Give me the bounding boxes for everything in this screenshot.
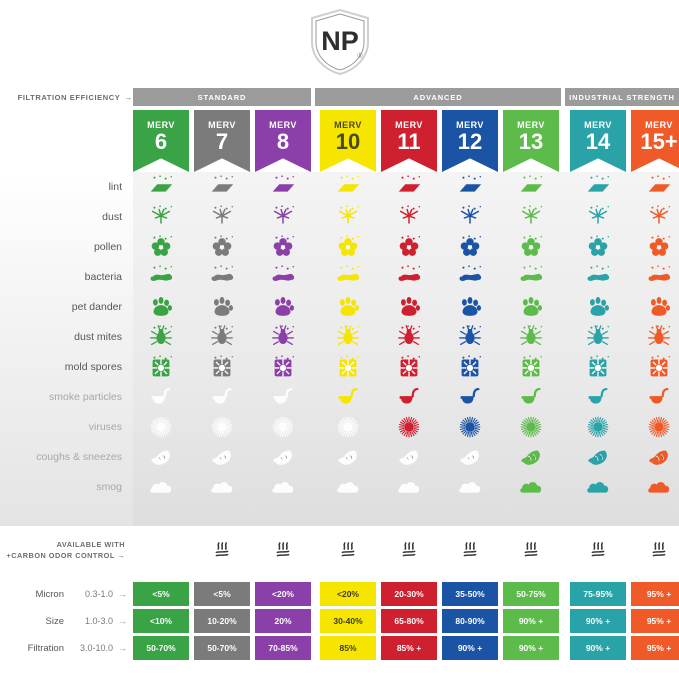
merv-flag-11[interactable] bbox=[381, 110, 437, 172]
merv-number: 14 bbox=[585, 129, 611, 154]
carbon-cell-merv-12 bbox=[442, 530, 498, 570]
cell-viruses-merv-12 bbox=[442, 412, 498, 442]
row-label-dust: dust bbox=[102, 211, 122, 223]
efficiency-value-micron-merv-6: <5% bbox=[133, 582, 189, 606]
merv-number: 12 bbox=[457, 129, 483, 154]
row-label-pet-dander: pet dander bbox=[71, 301, 122, 313]
cell-viruses-merv-8 bbox=[255, 412, 311, 442]
efficiency-value-size-merv-12: 80-90% bbox=[442, 609, 498, 633]
cell-viruses-merv-10 bbox=[320, 412, 376, 442]
cell-lint-merv-10 bbox=[320, 172, 376, 202]
carbon-label-line1: AVAILABLE WITH bbox=[56, 540, 125, 549]
cell-smog-merv-14 bbox=[570, 472, 626, 502]
efficiency-value-micron-merv-11: 20-30% bbox=[381, 582, 437, 606]
row-label-pollen: pollen bbox=[93, 241, 122, 253]
cell-viruses-merv-15+ bbox=[631, 412, 679, 442]
efficiency-row-label: Micron bbox=[35, 588, 64, 600]
efficiency-value-filtration-merv-15+: 95% + bbox=[631, 636, 679, 660]
merv-word: MERV bbox=[208, 120, 236, 130]
cell-smog-merv-12 bbox=[442, 472, 498, 502]
efficiency-value-size-merv-11: 65-80% bbox=[381, 609, 437, 633]
cell-pet-dander-merv-10 bbox=[320, 292, 376, 322]
efficiency-row-range bbox=[72, 609, 133, 633]
cell-dust-merv-10 bbox=[320, 202, 376, 232]
cell-dust-merv-12 bbox=[442, 202, 498, 232]
arrow-icon: → bbox=[118, 643, 127, 653]
matrix-row bbox=[133, 232, 679, 262]
carbon-cell-merv-6 bbox=[133, 530, 189, 570]
cell-dust-merv-14 bbox=[570, 202, 626, 232]
cell-dust-merv-11 bbox=[381, 202, 437, 232]
matrix-row bbox=[133, 322, 679, 352]
matrix-row bbox=[133, 412, 679, 442]
cell-dust-mites-merv-13 bbox=[503, 322, 559, 352]
merv-word: MERV bbox=[517, 120, 545, 130]
efficiency-row-range bbox=[72, 582, 133, 606]
cell-mold-spores-merv-13 bbox=[503, 352, 559, 382]
merv-number: 6 bbox=[154, 129, 168, 154]
carbon-odor-row bbox=[0, 530, 679, 570]
svg-text:NP: NP bbox=[320, 26, 359, 56]
cell-mold-spores-merv-6 bbox=[133, 352, 189, 382]
filtration-efficiency-label bbox=[0, 88, 133, 106]
efficiency-value-size-merv-13: 90% + bbox=[503, 609, 559, 633]
merv-number: 13 bbox=[518, 129, 544, 154]
range-text: 0.3-1.0 bbox=[84, 589, 113, 599]
cell-smoke-particles-merv-15+ bbox=[631, 382, 679, 412]
cell-dust-mites-merv-14 bbox=[570, 322, 626, 352]
matrix-row bbox=[133, 352, 679, 382]
cell-pollen-merv-7 bbox=[194, 232, 250, 262]
efficiency-value-filtration-merv-8: 70-85% bbox=[255, 636, 311, 660]
merv-word: MERV bbox=[395, 120, 423, 130]
cell-pollen-merv-13 bbox=[503, 232, 559, 262]
cell-smog-merv-7 bbox=[194, 472, 250, 502]
efficiency-value-micron-merv-14: 75-95% bbox=[570, 582, 626, 606]
cell-smog-merv-13 bbox=[503, 472, 559, 502]
band-standard: STANDARD bbox=[133, 88, 311, 106]
cell-lint-merv-14 bbox=[570, 172, 626, 202]
cell-pet-dander-merv-15+ bbox=[631, 292, 679, 322]
merv-flag-row bbox=[133, 110, 679, 172]
cell-coughs-sneezes-merv-15+ bbox=[631, 442, 679, 472]
cell-dust-mites-merv-7 bbox=[194, 322, 250, 352]
row-label-lint: lint bbox=[108, 181, 122, 193]
efficiency-row-range bbox=[72, 636, 133, 660]
cell-smoke-particles-merv-13 bbox=[503, 382, 559, 412]
cell-dust-mites-merv-11 bbox=[381, 322, 437, 352]
efficiency-value-size-merv-8: 20% bbox=[255, 609, 311, 633]
cell-viruses-merv-6 bbox=[133, 412, 189, 442]
cell-bacteria-merv-6 bbox=[133, 262, 189, 292]
arrow-icon: → bbox=[118, 616, 127, 626]
cell-mold-spores-merv-14 bbox=[570, 352, 626, 382]
cell-bacteria-merv-13 bbox=[503, 262, 559, 292]
merv-word: MERV bbox=[584, 120, 612, 130]
cell-smoke-particles-merv-12 bbox=[442, 382, 498, 412]
merv-flag-7[interactable] bbox=[194, 110, 250, 172]
merv-number: 10 bbox=[335, 129, 361, 154]
merv-number: 8 bbox=[276, 129, 290, 154]
merv-flag-8[interactable] bbox=[255, 110, 311, 172]
cell-lint-merv-15+ bbox=[631, 172, 679, 202]
efficiency-value-micron-merv-8: <20% bbox=[255, 582, 311, 606]
merv-number: 7 bbox=[215, 129, 229, 154]
efficiency-row-size bbox=[0, 609, 679, 633]
cell-coughs-sneezes-merv-14 bbox=[570, 442, 626, 472]
cell-dust-merv-15+ bbox=[631, 202, 679, 232]
merv-word: MERV bbox=[456, 120, 484, 130]
cell-pollen-merv-8 bbox=[255, 232, 311, 262]
merv-flag-13[interactable] bbox=[503, 110, 559, 172]
merv-flag-10[interactable] bbox=[320, 110, 376, 172]
efficiency-value-size-merv-15+: 95% + bbox=[631, 609, 679, 633]
cell-mold-spores-merv-11 bbox=[381, 352, 437, 382]
cell-mold-spores-merv-15+ bbox=[631, 352, 679, 382]
cell-dust-mites-merv-12 bbox=[442, 322, 498, 352]
cell-coughs-sneezes-merv-11 bbox=[381, 442, 437, 472]
category-bands bbox=[133, 88, 679, 106]
efficiency-value-size-merv-7: 10-20% bbox=[194, 609, 250, 633]
arrow-icon: → bbox=[124, 92, 133, 102]
cell-viruses-merv-14 bbox=[570, 412, 626, 442]
carbon-cell-merv-13 bbox=[503, 530, 559, 570]
cell-lint-merv-8 bbox=[255, 172, 311, 202]
band-industrial: INDUSTRIAL STRENGTH bbox=[565, 88, 679, 106]
efficiency-row-label: Filtration bbox=[27, 642, 64, 654]
particle-matrix bbox=[133, 172, 679, 502]
efficiency-value-filtration-merv-13: 90% + bbox=[503, 636, 559, 660]
cell-pet-dander-merv-11 bbox=[381, 292, 437, 322]
cell-pet-dander-merv-12 bbox=[442, 292, 498, 322]
cell-bacteria-merv-10 bbox=[320, 262, 376, 292]
cell-pollen-merv-12 bbox=[442, 232, 498, 262]
cell-coughs-sneezes-merv-6 bbox=[133, 442, 189, 472]
cell-pet-dander-merv-7 bbox=[194, 292, 250, 322]
cell-mold-spores-merv-12 bbox=[442, 352, 498, 382]
cell-dust-merv-7 bbox=[194, 202, 250, 232]
efficiency-value-micron-merv-7: <5% bbox=[194, 582, 250, 606]
cell-dust-mites-merv-6 bbox=[133, 322, 189, 352]
carbon-odor-label bbox=[0, 530, 133, 570]
matrix-row bbox=[133, 472, 679, 502]
efficiency-value-size-merv-6: <10% bbox=[133, 609, 189, 633]
row-label-smoke-particles: smoke particles bbox=[49, 391, 122, 403]
cell-viruses-merv-7 bbox=[194, 412, 250, 442]
cell-dust-merv-6 bbox=[133, 202, 189, 232]
band-advanced: ADVANCED bbox=[315, 88, 561, 106]
efficiency-value-micron-merv-15+: 95% + bbox=[631, 582, 679, 606]
cell-mold-spores-merv-8 bbox=[255, 352, 311, 382]
cell-smoke-particles-merv-8 bbox=[255, 382, 311, 412]
cell-viruses-merv-13 bbox=[503, 412, 559, 442]
cell-lint-merv-12 bbox=[442, 172, 498, 202]
efficiency-value-size-merv-14: 90% + bbox=[570, 609, 626, 633]
cell-coughs-sneezes-merv-13 bbox=[503, 442, 559, 472]
matrix-row bbox=[133, 172, 679, 202]
cell-smoke-particles-merv-11 bbox=[381, 382, 437, 412]
carbon-cell-merv-7 bbox=[194, 530, 250, 570]
row-label-column bbox=[0, 172, 133, 502]
carbon-cell-merv-10 bbox=[320, 530, 376, 570]
cell-pollen-merv-14 bbox=[570, 232, 626, 262]
matrix-row bbox=[133, 292, 679, 322]
cell-lint-merv-7 bbox=[194, 172, 250, 202]
cell-coughs-sneezes-merv-10 bbox=[320, 442, 376, 472]
cell-bacteria-merv-11 bbox=[381, 262, 437, 292]
range-text: 1.0-3.0 bbox=[84, 616, 113, 626]
cell-smog-merv-11 bbox=[381, 472, 437, 502]
row-label-smog: smog bbox=[96, 481, 122, 493]
cell-pet-dander-merv-6 bbox=[133, 292, 189, 322]
arrow-icon: → bbox=[117, 551, 125, 560]
matrix-row bbox=[133, 442, 679, 472]
cell-lint-merv-11 bbox=[381, 172, 437, 202]
cell-bacteria-merv-12 bbox=[442, 262, 498, 292]
cell-dust-mites-merv-10 bbox=[320, 322, 376, 352]
merv-word: MERV bbox=[334, 120, 362, 130]
row-label-dust-mites: dust mites bbox=[74, 331, 122, 343]
cell-coughs-sneezes-merv-12 bbox=[442, 442, 498, 472]
cell-pollen-merv-10 bbox=[320, 232, 376, 262]
cell-bacteria-merv-14 bbox=[570, 262, 626, 292]
efficiency-row-label: Size bbox=[45, 615, 64, 627]
merv-word: MERV bbox=[147, 120, 175, 130]
cell-pollen-merv-11 bbox=[381, 232, 437, 262]
cell-mold-spores-merv-7 bbox=[194, 352, 250, 382]
efficiency-value-filtration-merv-7: 50-70% bbox=[194, 636, 250, 660]
cell-pollen-merv-15+ bbox=[631, 232, 679, 262]
carbon-cell-merv-15+ bbox=[631, 530, 679, 570]
cell-bacteria-merv-15+ bbox=[631, 262, 679, 292]
efficiency-value-micron-merv-13: 50-75% bbox=[503, 582, 559, 606]
matrix-row bbox=[133, 382, 679, 412]
cell-smog-merv-10 bbox=[320, 472, 376, 502]
filtration-efficiency-text: FILTRATION EFFICIENCY bbox=[17, 92, 121, 102]
efficiency-table bbox=[0, 582, 679, 663]
cell-mold-spores-merv-10 bbox=[320, 352, 376, 382]
cell-smoke-particles-merv-10 bbox=[320, 382, 376, 412]
cell-smoke-particles-merv-14 bbox=[570, 382, 626, 412]
cell-smoke-particles-merv-6 bbox=[133, 382, 189, 412]
arrow-icon: → bbox=[118, 589, 127, 599]
matrix-row bbox=[133, 262, 679, 292]
merv-number: 15+ bbox=[640, 129, 678, 154]
cell-coughs-sneezes-merv-8 bbox=[255, 442, 311, 472]
np-shield-logo bbox=[308, 8, 372, 76]
cell-smog-merv-8 bbox=[255, 472, 311, 502]
efficiency-value-filtration-merv-14: 90% + bbox=[570, 636, 626, 660]
cell-smog-merv-15+ bbox=[631, 472, 679, 502]
efficiency-value-filtration-merv-11: 85% + bbox=[381, 636, 437, 660]
carbon-cell-merv-8 bbox=[255, 530, 311, 570]
row-label-viruses: viruses bbox=[88, 421, 122, 433]
merv-flag-6[interactable] bbox=[133, 110, 189, 172]
efficiency-value-micron-merv-12: 35-50% bbox=[442, 582, 498, 606]
matrix-row bbox=[133, 202, 679, 232]
efficiency-value-size-merv-10: 30-40% bbox=[320, 609, 376, 633]
cell-pet-dander-merv-13 bbox=[503, 292, 559, 322]
efficiency-value-filtration-merv-10: 85% bbox=[320, 636, 376, 660]
cell-bacteria-merv-8 bbox=[255, 262, 311, 292]
merv-flag-12[interactable] bbox=[442, 110, 498, 172]
carbon-label-line2: +CARBON ODOR CONTROL bbox=[6, 551, 115, 560]
merv-flag-15+[interactable] bbox=[631, 110, 679, 172]
cell-viruses-merv-11 bbox=[381, 412, 437, 442]
cell-dust-mites-merv-15+ bbox=[631, 322, 679, 352]
cell-smog-merv-6 bbox=[133, 472, 189, 502]
cell-dust-merv-13 bbox=[503, 202, 559, 232]
merv-number: 11 bbox=[397, 129, 421, 154]
row-label-mold-spores: mold spores bbox=[64, 361, 122, 373]
efficiency-value-filtration-merv-12: 90% + bbox=[442, 636, 498, 660]
cell-coughs-sneezes-merv-7 bbox=[194, 442, 250, 472]
carbon-cell-merv-14 bbox=[570, 530, 626, 570]
cell-pollen-merv-6 bbox=[133, 232, 189, 262]
efficiency-value-filtration-merv-6: 50-70% bbox=[133, 636, 189, 660]
range-text: 3.0-10.0 bbox=[79, 643, 113, 653]
cell-bacteria-merv-7 bbox=[194, 262, 250, 292]
cell-dust-mites-merv-8 bbox=[255, 322, 311, 352]
cell-pet-dander-merv-8 bbox=[255, 292, 311, 322]
cell-lint-merv-13 bbox=[503, 172, 559, 202]
cell-dust-merv-8 bbox=[255, 202, 311, 232]
efficiency-row-filtration bbox=[0, 636, 679, 660]
efficiency-value-micron-merv-10: <20% bbox=[320, 582, 376, 606]
cell-lint-merv-6 bbox=[133, 172, 189, 202]
cell-pet-dander-merv-14 bbox=[570, 292, 626, 322]
efficiency-row-micron bbox=[0, 582, 679, 606]
svg-text:®: ® bbox=[356, 53, 363, 60]
carbon-cell-merv-11 bbox=[381, 530, 437, 570]
merv-word: MERV bbox=[645, 120, 673, 130]
merv-word: MERV bbox=[269, 120, 297, 130]
cell-smoke-particles-merv-7 bbox=[194, 382, 250, 412]
merv-flag-14[interactable] bbox=[570, 110, 626, 172]
row-label-bacteria: bacteria bbox=[84, 271, 122, 283]
row-label-coughs-sneezes: coughs & sneezes bbox=[36, 451, 122, 463]
